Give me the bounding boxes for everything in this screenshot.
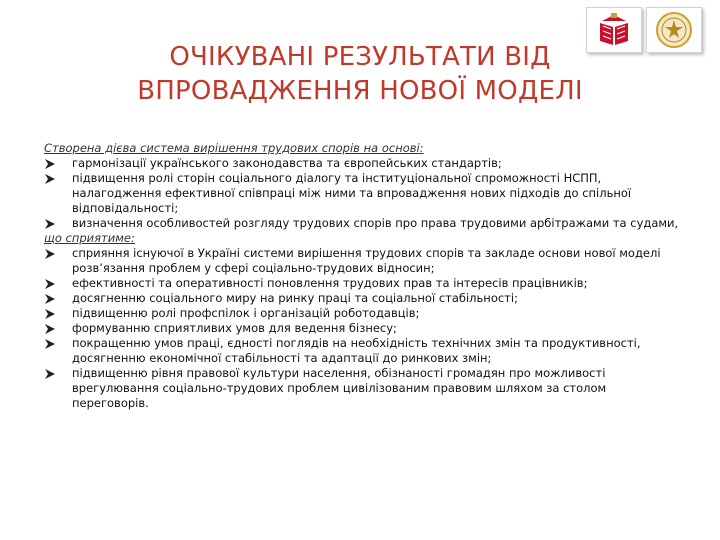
body-content (44, 141, 684, 411)
list-item (44, 291, 684, 306)
list-item (44, 171, 684, 216)
arrowhead-bullet-icon (44, 291, 58, 306)
list-item-text: підвищенню рівня правової культури населення, обізнаності громадян про можливості врегулювання соціально-трудових проблем цивілізованим правовим шляхом за столом переговорів. (72, 366, 607, 410)
list-item-text: підвищення ролі сторін соціального діалогу та інституціональної спроможності НСПП, налагодження ефективної співпраці між ними та впровадження нових підходів до спільної відповідальності; (72, 171, 632, 215)
arrowhead-bullet-icon (44, 246, 58, 261)
list-item-text: формуванню сприятливих умов для ведення бізнесу; (72, 321, 397, 335)
list-item-text: гармонізації українського законодавства та європейських стандартів; (72, 156, 502, 170)
title-line-2: ВПРОВАДЖЕННЯ НОВОЇ МОДЕЛІ (137, 76, 583, 106)
arrowhead-bullet-icon (44, 156, 58, 171)
arrowhead-bullet-icon (44, 366, 58, 381)
arrowhead-bullet-icon (44, 306, 58, 321)
list-item (44, 336, 684, 366)
list-item (44, 246, 684, 276)
section2-heading: що сприятиме: (44, 231, 135, 245)
list-item (44, 306, 684, 321)
page-title (20, 40, 700, 108)
list-item-text: досягненню соціального миру на ринку праці та соціальної стабільності; (72, 291, 518, 305)
list-item (44, 276, 684, 291)
list-item (44, 216, 684, 231)
list-item-text: підвищенню ролі профспілок і організацій роботодавців; (72, 306, 420, 320)
arrowhead-bullet-icon (44, 216, 58, 231)
arrowhead-bullet-icon (44, 321, 58, 336)
list-item-text: визначення особливостей розгляду трудових спорів про права трудовими арбітражами та судами, (72, 216, 679, 230)
list-item (44, 366, 684, 411)
section1-heading: Створена дієва система вирішення трудових спорів на основі: (44, 141, 424, 155)
arrowhead-bullet-icon (44, 171, 58, 186)
list-item-text: покращенню умов праці, єдності поглядів на необхідність технічних змін та продуктивності, досягненню економічної стабільності та адаптації до ринкових змін; (72, 336, 641, 365)
list-item-text: сприяння існуючої в Україні системи вирішення трудових спорів та закладе основи нової моделі розв’язання проблем у сфері соціально-трудових відносин; (72, 246, 661, 275)
title-line-1: ОЧІКУВАНІ РЕЗУЛЬТАТИ ВІД (169, 42, 551, 72)
list-item (44, 321, 684, 336)
arrowhead-bullet-icon (44, 336, 58, 351)
list-item-text: ефективності та оперативності поновлення трудових прав та інтересів працівників; (72, 276, 588, 290)
arrowhead-bullet-icon (44, 276, 58, 291)
list-item (44, 156, 684, 171)
